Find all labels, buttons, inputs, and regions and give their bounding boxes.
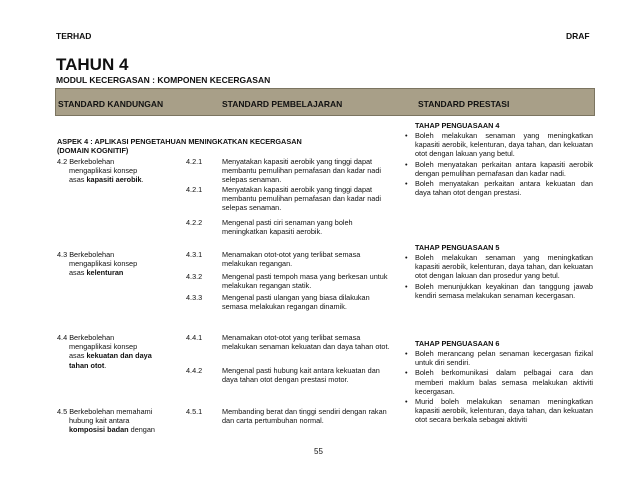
pembelajaran-number: 4.2.2 <box>186 218 203 227</box>
pembelajaran-text: Mengenal pasti ulangan yang biasa dilakukan semasa melakukan regangan dinamik. <box>222 293 370 312</box>
kandungan-line: Berkebolehan <box>69 157 115 166</box>
kandungan-keyword: tahan otot <box>69 360 105 370</box>
prestasi-heading-tp6: TAHAP PENGUASAAN 6 <box>415 339 500 348</box>
kandungan-keyword: kekuatan dan daya <box>86 351 152 361</box>
column-header-pembelajaran: STANDARD PEMBELAJARAN <box>222 99 343 109</box>
prestasi-heading-tp4: TAHAP PENGUASAAN 4 <box>415 121 500 130</box>
kandungan-line: asas <box>69 175 87 185</box>
kandungan-line: Berkebolehan <box>69 250 115 259</box>
kandungan-line: mengaplikasi konsep <box>69 259 138 269</box>
kandungan-line: . <box>104 360 107 370</box>
pembelajaran-number: 4.4.1 <box>186 333 203 342</box>
pembelajaran-text: Membanding berat dan tinggi sendiri dengan rakan dan carta pertumbuhan normal. <box>222 407 387 426</box>
kandungan-4-2 <box>57 157 177 185</box>
aspect-domain: (DOMAIN KOGNITIF) <box>57 146 129 155</box>
list-item: • Boleh menyatakan perkaitan antara kekuatan dan daya tahan otot dengan prestasi. <box>405 179 593 197</box>
kandungan-line: dengan <box>128 425 155 435</box>
prestasi-list-tp4 <box>405 131 593 198</box>
kandungan-4-5 <box>57 407 187 435</box>
kandungan-number: 4.4 <box>57 333 68 342</box>
kandungan-number: 4.5 <box>57 407 68 416</box>
list-item: • Boleh menunjukkan keyakinan dan tanggung jawab kendiri semasa melakukan senaman kecergasan. <box>405 282 593 300</box>
pembelajaran-number: 4.5.1 <box>186 407 203 416</box>
list-item: • Boleh merancang pelan senaman kecergasan fizikal untuk diri sendiri. <box>405 349 593 367</box>
pembelajaran-text: Mengenal pasti hubung kait antara kekuatan dan daya tahan otot dengan prestasi motor. <box>222 366 380 385</box>
kandungan-line: asas <box>69 268 87 278</box>
pembelajaran-text: Menamakan otot-otot yang terlibat semasa melakukan regangan. <box>222 250 361 269</box>
header-terhad: TERHAD <box>56 31 92 41</box>
kandungan-line: . <box>141 175 144 185</box>
prestasi-list-tp6 <box>405 349 593 426</box>
pembelajaran-number: 4.3.2 <box>186 272 203 281</box>
pembelajaran-number: 4.2.1 <box>186 185 203 194</box>
pembelajaran-number: 4.3.1 <box>186 250 203 259</box>
page-subtitle: MODUL KECERGASAN : KOMPONEN KECERGASAN <box>56 75 271 85</box>
column-header-prestasi: STANDARD PRESTASI <box>418 99 510 109</box>
kandungan-4-4 <box>57 333 182 370</box>
kandungan-line: hubung kait antara <box>69 416 130 426</box>
list-item: • Boleh berkomunikasi dalam pelbagai cara dan memberi maklum balas semasa melakukan aktiviti kecergasan. <box>405 368 593 396</box>
kandungan-line: Berkebolehan memahami <box>69 407 153 416</box>
list-item: • Boleh melakukan senaman yang meningkatkan kapasiti aerobik, kelenturan, daya tahan, dan kekuatan otot dengan lakuan dan prosedur yang betul. <box>405 253 593 281</box>
kandungan-line: Berkebolehan <box>69 333 115 342</box>
prestasi-heading-tp5: TAHAP PENGUASAAN 5 <box>415 243 500 252</box>
pembelajaran-text: Menamakan otot-otot yang terlibat semasa melakukan senaman kekuatan dan daya tahan otot. <box>222 333 390 352</box>
pembelajaran-text: Mengenal pasti ciri senaman yang boleh meningkatkan kapasiti aerobik. <box>222 218 353 237</box>
kandungan-line: mengaplikasi konsep <box>69 166 138 176</box>
kandungan-4-3 <box>57 250 177 278</box>
header-draf: DRAF <box>566 31 590 41</box>
list-item: • Boleh menyatakan perkaitan antara kapasiti aerobik dengan pemulihan pernafasan dan kadar nadi. <box>405 160 593 178</box>
kandungan-line: asas <box>69 351 87 361</box>
aspect-title: ASPEK 4 : APLIKASI PENGETAHUAN MENINGKATKAN KECERGASAN <box>57 137 302 146</box>
pembelajaran-number: 4.4.2 <box>186 366 203 375</box>
kandungan-keyword: kelenturan <box>86 268 124 278</box>
kandungan-number: 4.3 <box>57 250 68 259</box>
pembelajaran-text: Mengenal pasti tempoh masa yang berkesan untuk melakukan regangan statik. <box>222 272 388 291</box>
pembelajaran-text: Menyatakan kapasiti aerobik yang tinggi dapat membantu pemulihan pernafasan dan kadar nadi selepas senaman. <box>222 157 382 185</box>
pembelajaran-number: 4.3.3 <box>186 293 203 302</box>
kandungan-keyword: komposisi badan <box>69 425 129 435</box>
page-title: TAHUN 4 <box>56 55 129 74</box>
column-header-kandungan: STANDARD KANDUNGAN <box>58 99 164 109</box>
list-item: • Boleh melakukan senaman yang meningkatkan kapasiti aerobik, kelenturan, daya tahan, dan kekuatan otot dengan lakuan yang betul. <box>405 131 593 159</box>
pembelajaran-number: 4.2.1 <box>186 157 203 166</box>
kandungan-line: mengaplikasi konsep <box>69 342 138 352</box>
list-item: • Murid boleh melakukan senaman meningkatkan kapasiti aerobik, kelenturan, daya tahan, dan kekuatan otot secara berkala sebagai aktiviti <box>405 397 593 425</box>
pembelajaran-text: Menyatakan kapasiti aerobik yang tinggi dapat membantu pemulihan pernafasan dan kadar nadi selepas senaman. <box>222 185 382 213</box>
kandungan-keyword: kapasiti aerobik <box>86 175 142 185</box>
page-number: 55 <box>314 447 323 456</box>
kandungan-number: 4.2 <box>57 157 68 166</box>
prestasi-list-tp5 <box>405 253 593 301</box>
